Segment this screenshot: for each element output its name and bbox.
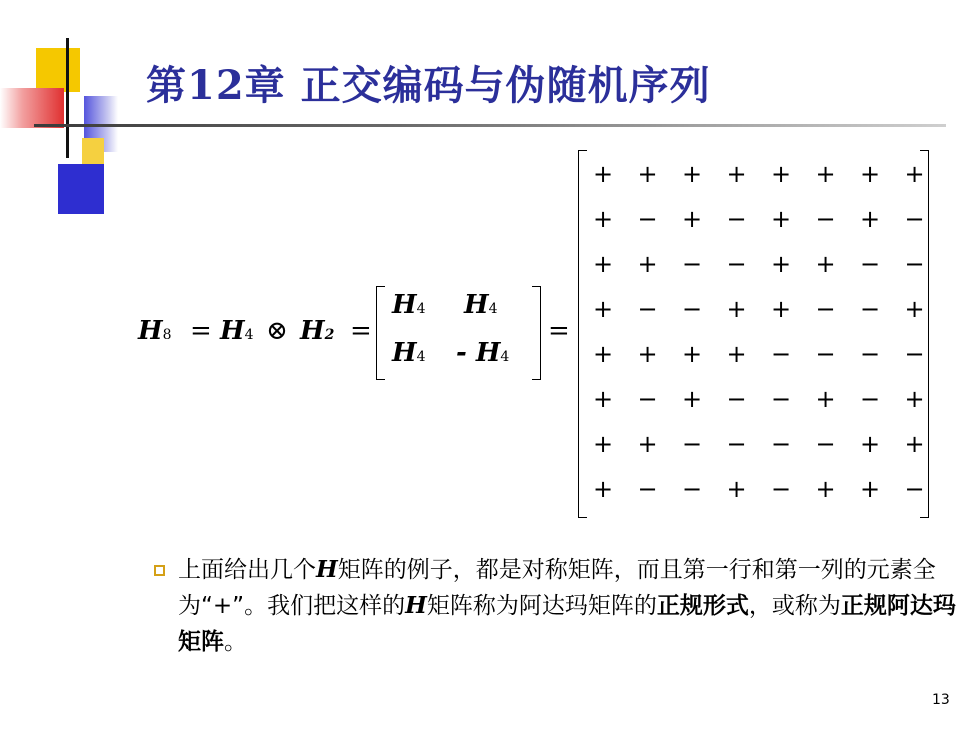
block-right-bracket	[532, 286, 541, 380]
matrix-cell: +	[637, 160, 658, 188]
matrix-cell: +	[637, 430, 658, 458]
term-normal-form: 正规形式	[656, 593, 749, 619]
matrix-cell: +	[592, 385, 614, 413]
formula-h4: H4	[220, 316, 254, 346]
matrix-cell: −	[904, 205, 925, 233]
matrix-cell: −	[770, 340, 792, 368]
matrix-cell: +	[592, 430, 614, 458]
block-h4-12: H4	[464, 290, 498, 320]
matrix-cell: −	[681, 250, 703, 278]
block-h4-21: H4	[392, 338, 426, 368]
matrix-cell: +	[592, 160, 614, 188]
matrix-cell: +	[681, 385, 703, 413]
block-neg-h4-22: - H4	[456, 338, 510, 368]
matrix-cell: +	[815, 475, 836, 503]
matrix-cell: +	[726, 295, 747, 323]
matrix-cell: +	[904, 295, 925, 323]
matrix-cell: +	[904, 160, 925, 188]
matrix-cell: +	[815, 250, 836, 278]
matrix-cell: +	[859, 430, 881, 458]
block-h4-11: H4	[392, 290, 426, 320]
matrix-cell: −	[770, 430, 792, 458]
yellow-square-decoration	[36, 48, 80, 92]
matrix-cell: +	[592, 295, 614, 323]
term-normal-hadamard-matrix: 正规阿达玛矩阵	[178, 593, 956, 655]
matrix-cell: +	[637, 250, 658, 278]
matrix-cell: +	[592, 340, 614, 368]
title-underline	[34, 124, 946, 127]
matrix-cell: +	[592, 250, 614, 278]
matrix-cell: +	[637, 340, 658, 368]
matrix-cell: −	[637, 385, 658, 413]
matrix-cell: −	[637, 205, 658, 233]
matrix-cell: −	[637, 295, 658, 323]
matrix-cell: −	[681, 475, 703, 503]
matrix-cell: −	[859, 295, 881, 323]
matrix-cell: −	[770, 475, 792, 503]
matrix-cell: +	[770, 160, 792, 188]
matrix-cell: +	[770, 205, 792, 233]
matrix-cell: −	[904, 250, 925, 278]
formula-equals-2: =	[350, 316, 372, 346]
matrix-cell: −	[770, 385, 792, 413]
matrix-cell: +	[681, 205, 703, 233]
matrix-cell: −	[681, 295, 703, 323]
matrix-cell: −	[904, 475, 925, 503]
matrix-cell: −	[726, 205, 747, 233]
matrix-cell: −	[815, 205, 836, 233]
explanation-paragraph: 上面给出几个H矩阵的例子，都是对称矩阵，而且第一行和第一列的元素全为“+”。我们把这样的H矩阵称为阿达玛矩阵的正规形式，或称为正规阿达玛矩阵。	[178, 556, 956, 655]
formula-h8: H8	[138, 316, 172, 346]
block-left-bracket	[376, 286, 385, 380]
matrix-cell: −	[726, 430, 747, 458]
matrix-cell: −	[859, 385, 881, 413]
matrix-cell: −	[726, 385, 747, 413]
matrix-cell: −	[904, 340, 925, 368]
formula-h2: H2	[300, 316, 335, 346]
matrix-cell: −	[637, 475, 658, 503]
matrix-cell: +	[726, 475, 747, 503]
page-number: 13	[932, 692, 950, 708]
matrix-cell: +	[815, 385, 836, 413]
matrix-cell: +	[815, 160, 836, 188]
matrix-cell: −	[681, 430, 703, 458]
formula-equals-3: =	[548, 316, 570, 346]
matrix-cell: +	[681, 340, 703, 368]
matrix-cell: +	[681, 160, 703, 188]
formula-equals-1: =	[190, 316, 212, 346]
matrix-cell: +	[592, 475, 614, 503]
matrix-cell: +	[770, 295, 792, 323]
matrix-cell: −	[859, 250, 881, 278]
matrix-cell: +	[726, 340, 747, 368]
matrix-cell: +	[592, 205, 614, 233]
matrix-cell: +	[726, 160, 747, 188]
slide-title: 第12章 正交编码与伪随机序列	[146, 62, 711, 109]
matrix-cell: −	[815, 430, 836, 458]
hadamard-formula	[138, 286, 568, 382]
matrix-left-bracket	[578, 150, 587, 518]
blue-square-decoration	[58, 164, 104, 214]
matrix-cell: −	[815, 340, 836, 368]
matrix-cell: +	[904, 385, 925, 413]
bullet-square-icon	[154, 565, 165, 576]
matrix-cell: +	[859, 475, 881, 503]
matrix-cell: +	[770, 250, 792, 278]
matrix-cell: +	[859, 160, 881, 188]
red-bar-decoration	[0, 88, 64, 128]
kronecker-symbol: ⊗	[266, 316, 288, 346]
matrix-cell: −	[726, 250, 747, 278]
vertical-line-decoration	[66, 38, 69, 158]
small-yellow-decoration	[82, 138, 104, 164]
matrix-cell: −	[859, 340, 881, 368]
matrix-cell: −	[815, 295, 836, 323]
hadamard-matrix-8x8	[578, 150, 932, 520]
matrix-cell: +	[904, 430, 925, 458]
matrix-cell: +	[859, 205, 881, 233]
